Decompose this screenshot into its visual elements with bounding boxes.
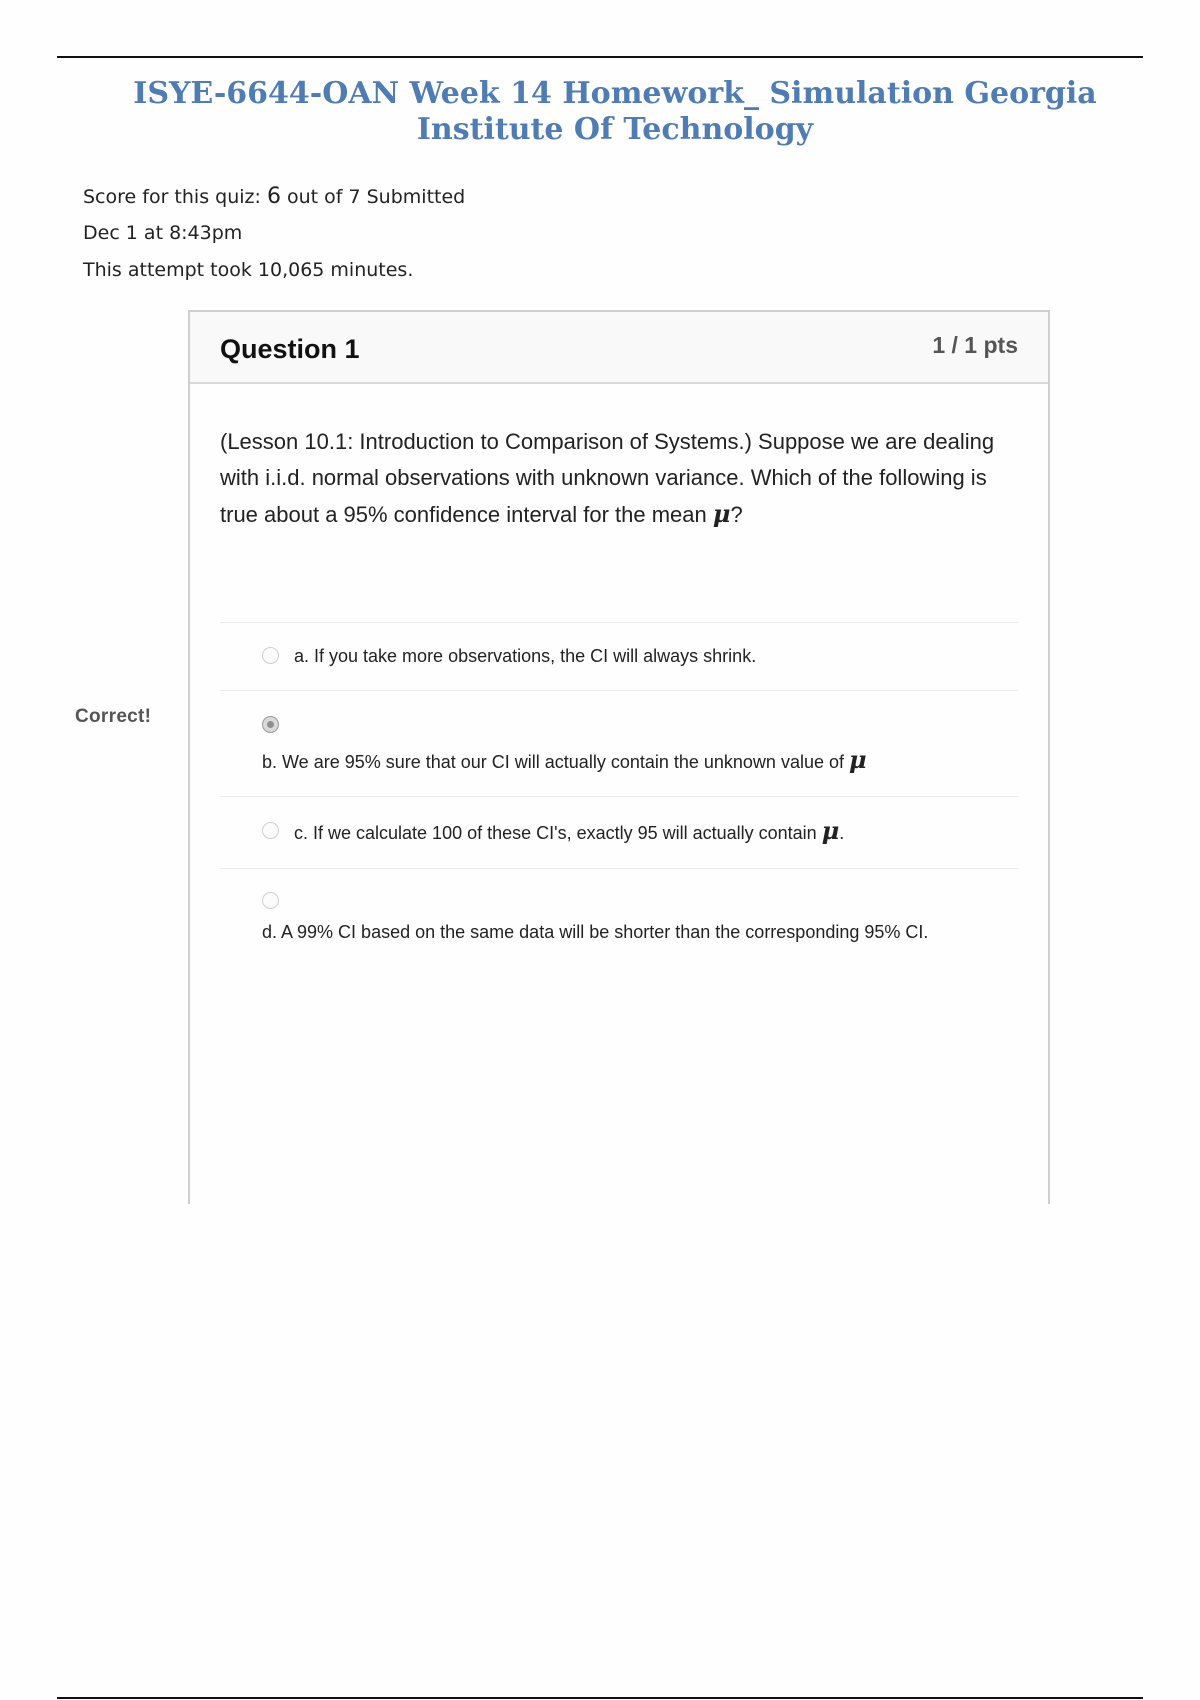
answer-c-suffix: .	[839, 823, 845, 843]
answer-divider	[220, 796, 1018, 797]
document-title: ISYE-6644-OAN Week 14 Homework_ Simulation Georgia Institute Of Technology	[133, 76, 1097, 147]
answer-c[interactable]	[294, 817, 1014, 847]
question-text	[220, 424, 1020, 533]
answer-c-radio[interactable]	[262, 822, 279, 839]
submitted-date: Dec 1 at 8:43pm	[83, 222, 243, 244]
correct-answer-flag: Correct!	[75, 706, 152, 727]
answer-a-text: a. If you take more observations, the CI will always shrink.	[294, 646, 757, 666]
bottom-rule	[57, 1697, 1143, 1699]
answer-b[interactable]	[262, 746, 1002, 776]
answer-c-text: c. If we calculate 100 of these CI's, exactly 95 will actually contain	[294, 823, 822, 843]
answer-divider	[220, 868, 1018, 869]
score-value: 6	[266, 184, 281, 209]
quiz-score	[83, 184, 465, 209]
mu-symbol: μ	[712, 499, 731, 528]
answer-a[interactable]	[294, 642, 1014, 670]
mu-symbol: μ	[821, 816, 840, 845]
top-rule	[57, 56, 1143, 58]
attempt-duration: This attempt took 10,065 minutes.	[83, 259, 414, 281]
question-title: Question 1	[220, 334, 360, 364]
question-text-body: (Lesson 10.1: Introduction to Comparison of Systems.) Suppose we are dealing with i.i.d. normal observations with unknown variance. Which of the following is true about a 95% confidence interval for the mean	[220, 429, 995, 527]
answer-divider	[220, 690, 1018, 691]
score-prefix: Score for this quiz:	[83, 186, 267, 208]
answer-d-text: d. A 99% CI based on the same data will be shorter than the corresponding 95% CI.	[262, 922, 929, 942]
question-text-end: ?	[730, 502, 743, 527]
mu-symbol: μ	[849, 745, 867, 774]
answer-a-radio[interactable]	[262, 647, 279, 664]
question-card	[188, 310, 1050, 1204]
answer-d-radio[interactable]	[262, 892, 279, 909]
question-points: 1 / 1 pts	[932, 332, 1018, 358]
answer-divider	[220, 622, 1018, 623]
score-suffix: out of 7 Submitted	[280, 186, 466, 208]
question-header	[190, 312, 1048, 384]
answer-b-text: b. We are 95% sure that our CI will actually contain the unknown value of	[262, 752, 849, 772]
answer-b-radio[interactable]	[262, 716, 279, 733]
answer-d[interactable]	[262, 918, 952, 946]
